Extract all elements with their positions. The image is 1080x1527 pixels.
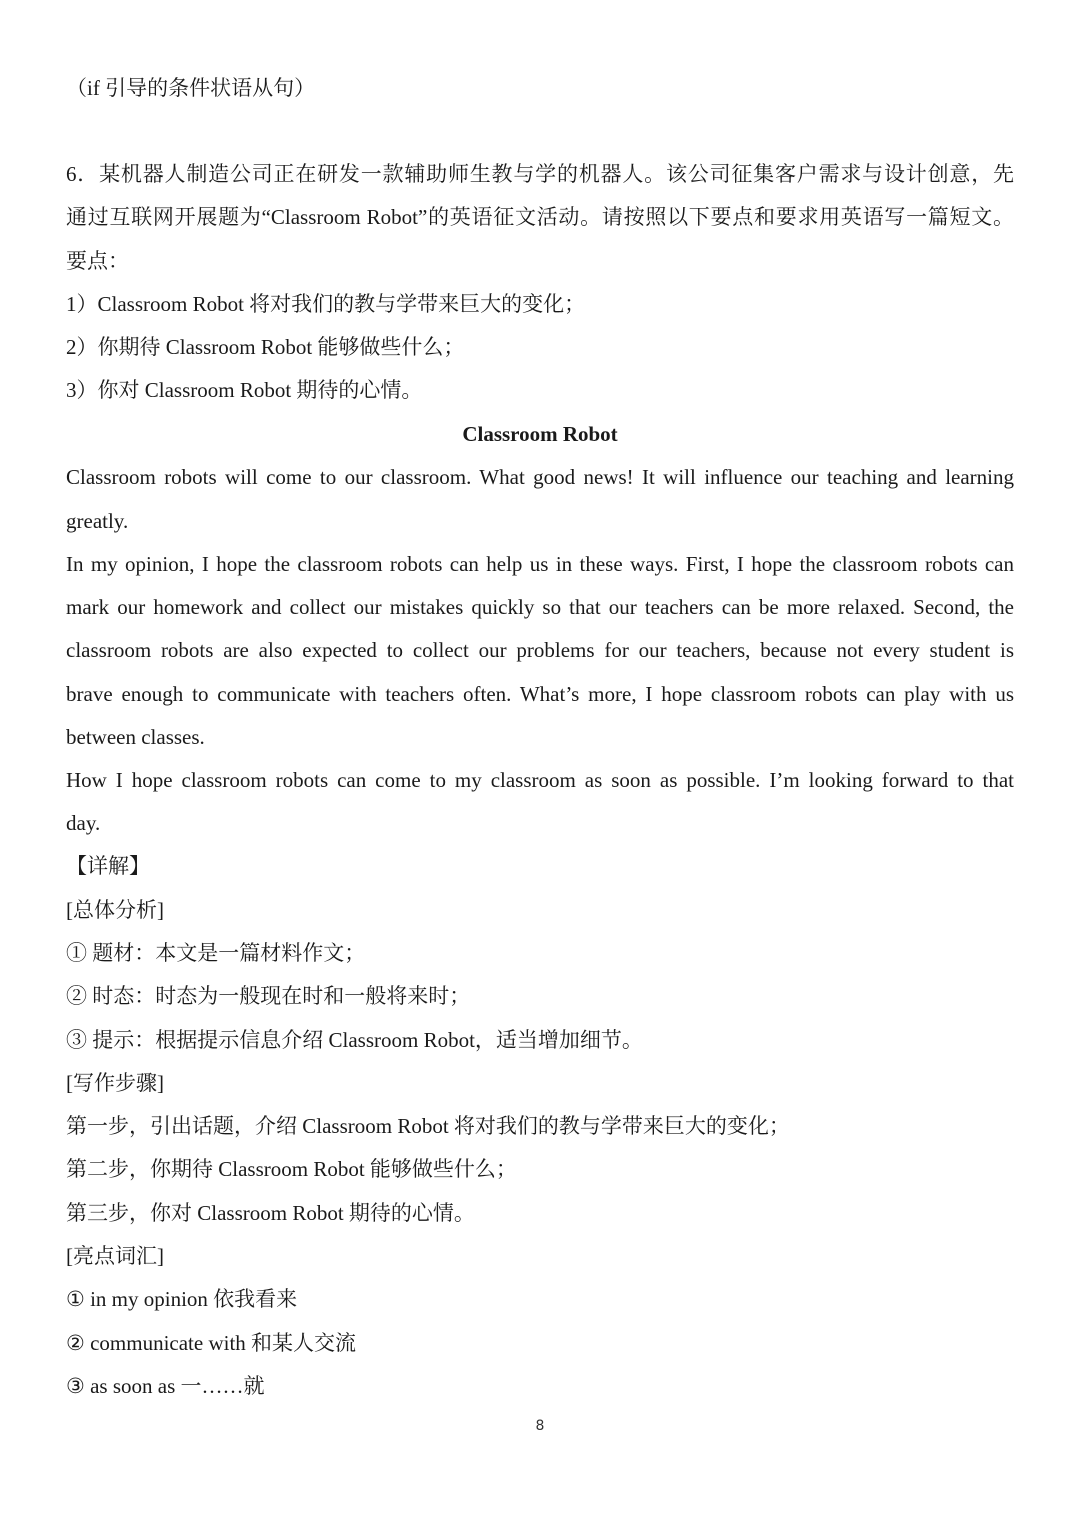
essay-title: Classroom Robot — [462, 422, 618, 446]
essay-line: greatly. — [66, 509, 129, 533]
overall-item: ② 时态：时态为一般现在时和一般将来时； — [66, 984, 471, 1008]
vocab-item: ① in my opinion 依我看来 — [66, 1287, 298, 1311]
essay-line: classroom robots are also expected to collect our problems for our teachers, because not every student is — [66, 638, 1014, 662]
point-item: 3）你对 Classroom Robot 期待的心情。 — [66, 378, 423, 402]
page-number: 8 — [535, 1418, 545, 1434]
step-item: 第二步，你期待 Classroom Robot 能够做些什么； — [66, 1157, 517, 1181]
point-item: 2）你期待 Classroom Robot 能够做些什么； — [66, 335, 465, 359]
essay-line: In my opinion, I hope the classroom robots can help us in these ways. First, I hope the classroom robots can — [66, 552, 1014, 576]
overall-item: ① 题材：本文是一篇材料作文； — [66, 941, 366, 965]
essay-line: brave enough to communicate with teachers often. What’s more, I hope classroom robots can play with us — [66, 682, 1014, 706]
steps-label: [写作步骤] — [66, 1071, 164, 1095]
essay-line: Classroom robots will come to our classroom. What good news! It will influence our teaching and learning — [66, 465, 1014, 489]
step-item: 第三步，你对 Classroom Robot 期待的心情。 — [66, 1201, 475, 1225]
question-line-1: 6．某机器人制造公司正在研发一款辅助师生教与学的机器人。该公司征集客户需求与设计创意，先 — [66, 162, 1014, 186]
question-line-2: 通过互联网开展题为“Classroom Robot”的英语征文活动。请按照以下要点和要求用英语写一篇短文。 — [66, 205, 1014, 229]
vocab-item: ③ as soon as 一……就 — [66, 1374, 265, 1398]
essay-line: day. — [66, 811, 101, 835]
essay-line: between classes. — [66, 725, 205, 749]
intro-note: （if 引导的条件状语从句） — [66, 76, 316, 100]
point-item: 1）Classroom Robot 将对我们的教与学带来巨大的变化； — [66, 292, 586, 316]
overall-label: [总体分析] — [66, 898, 164, 922]
essay-line: How I hope classroom robots can come to my classroom as soon as possible. I’m looking forward to that — [66, 768, 1014, 792]
points-label: 要点： — [66, 249, 129, 273]
vocab-item: ② communicate with 和某人交流 — [66, 1331, 357, 1355]
essay-line: mark our homework and collect our mistakes quickly so that our teachers can be more relaxed. Second, the — [66, 595, 1014, 619]
analysis-heading: 【详解】 — [66, 854, 150, 878]
overall-item: ③ 提示：根据提示信息介绍 Classroom Robot，适当增加细节。 — [66, 1028, 643, 1052]
step-item: 第一步，引出话题，介绍 Classroom Robot 将对我们的教与学带来巨大的变化； — [66, 1114, 790, 1138]
vocab-label: [亮点词汇] — [66, 1244, 164, 1268]
